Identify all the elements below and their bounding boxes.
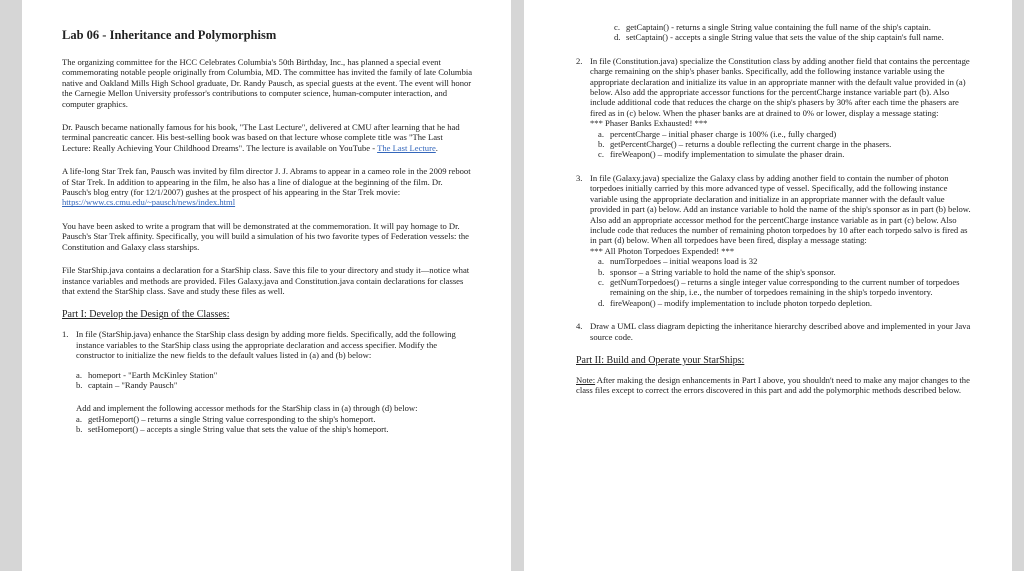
intro-paragraph-4: You have been asked to write a program that will be demonstrated at the commemoration. It will pay homage to Dr. Pausch's Star Trek affinity. Specifically, you will build a simulation of his two favorite types of Federation vessels: the Constitution and Galaxy class starships. — [62, 220, 469, 252]
part-1-heading: Part I: Develop the Design of the Classes: — [62, 309, 230, 321]
list-item-1a: a. homeport - "Earth McKinley Station" — [76, 369, 218, 380]
list-item-2b: b. getPercentCharge() – returns a double reflecting the current charge in the phasers. — [598, 139, 892, 150]
list-item-2a: a. percentCharge – initial phaser charge is 100% (i.e., fully charged) — [598, 128, 837, 139]
part-2-heading: Part II: Build and Operate your StarShips: — [576, 354, 745, 366]
note-paragraph: Note: After making the design enhancements in Part I above, you shouldn't need to make any major changes to the class files except to correct the errors discovered in this part and add the polymorphic methods described below. — [576, 374, 970, 396]
intro-paragraph-5: File StarShip.java contains a declaration for a StarShip class. Save this file to your directory and study it—notice what instance variables and methods are provided. Files Galaxy.java and Constitution.java contain declarations for classes that extend the StarShip class. Save and study these files as well. — [62, 265, 470, 296]
list-item-1-method-d: d. setCaptain() - accepts a single String value that sets the value of the ship captain's full name. — [614, 32, 944, 43]
list-item-1-method-b: b. setHomeport() – accepts a single String value that sets the value of the ship's homeport. — [76, 424, 389, 435]
list-item-3: 3. In file (Galaxy.java) specialize the Galaxy class by adding another field to contain the number of photon torpedoes initially carried by this more advanced type of vessel. Specifically, add the following instance variable using the appropriate declaration and initialize in an appropriate manner with the default value provided in part (a) below. Add an instance variable to hold the name of the ship's sponsor as in part (b) below. Also add an appropriate accessor method for the percentCharge instance variable as in part (c) below. Also include code that reduces the number of remaining photon torpedoes by 10 after each torpedo salvo is fired as in part (d) below. When all torpedoes have been fired, display a message stating: *** All Photon Torpedoes Expended! *** — [576, 172, 971, 256]
phaser-message: *** Phaser Banks Exhausted! *** — [590, 118, 708, 129]
last-lecture-link[interactable]: The Last Lecture — [377, 142, 436, 153]
accessor-intro: Add and implement the following accessor methods for the StarShip class in (a) through (d) below: — [76, 403, 418, 414]
intro-paragraph-2: Dr. Pausch became nationally famous for his book, "The Last Lecture", delivered at CMU after learning that he had terminal pancreatic cancer. His best-selling book was based on that lecture whose complete title was "The Last Lecture: Really Achieving Your Childhood Dreams". The lecture is available on YouTube - The Last Lecture. — [62, 122, 460, 153]
list-item-2c: c. fireWeapon() – modify implementation to simulate the phaser drain. — [598, 149, 845, 160]
left-page — [22, 0, 511, 571]
list-item-2: 2. In file (Constitution.java) specialize the Constitution class by adding another field that contains the percentage charge remaining on the ship's phaser banks. Specifically, add the following instance variable using the appropriate declaration and initialize its value in an appropriate manner with the default value provided in (a) below. Also add the appropriate accessor functions for the percentCharge instance variable part (b). Also include additional code that reduces the charge on the ship's phasers by 30% after each time the phasers are fired as in (c) below. When the phaser banks are at drained to 0% or lower, display a message stating: *** Phaser Banks Exhausted! *** — [576, 56, 972, 129]
list-item-1: 1. In file (StarShip.java) enhance the StarShip class design by adding more fields. Specifically, add the following instance variables to the StarShip class using the appropriate declaration and access specifier. Modify the constructor to initialize the new fields to the default values listed in (a) and (b) below: — [62, 329, 456, 361]
list-item-1-method-a: a. getHomeport() – returns a single String value corresponding to the ship's homeport. — [76, 413, 376, 424]
torpedo-message: *** All Photon Torpedoes Expended! *** — [590, 245, 735, 256]
right-page — [524, 0, 1012, 571]
list-item-3d: d. fireWeapon() – modify implementation to include photon torpedo depletion. — [598, 297, 873, 308]
list-item-1-method-c: c. getCaptain() - returns a single String value containing the full name of the ship's captain. — [614, 22, 931, 32]
list-item-3a: a. numTorpedoes – initial weapons load is 32 — [598, 256, 758, 267]
pausch-blog-link[interactable]: https://www.cs.cmu.edu/~pausch/news/index.html — [62, 197, 236, 208]
intro-paragraph-1: The organizing committee for the HCC Celebrates Columbia's 50th Birthday, Inc., has planned a special event commemorating notable people originally from Columbia, MD. The committee has invited the family of late Columbia native and Oakland Mills High School graduate, Dr. Randy Pausch, as special guests at the event. The event will honor the Carnegie Mellon University professor's contributions to computer science, human-computer interaction, and computer graphics. — [62, 57, 473, 109]
list-item-1b: b. captain – "Randy Pausch" — [76, 379, 178, 390]
document-title: Lab 06 - Inheritance and Polymorphism — [62, 28, 277, 42]
intro-paragraph-3: A life-long Star Trek fan, Pausch was invited by film director J. J. Abrams to appear in a cameo role in the 2009 reboot of Star Trek. In addition to appearing in the film, he also has a line of dialogue at the beginning of the film. Dr. Pausch's blog entry (for 12/1/2007) gushes at the prospect of his appearing in the Star Trek movie: https://www.cs.cmu.edu/~pausch/news/index.html — [62, 166, 471, 208]
list-item-3c: c. getNumTorpedoes() – returns a single integer value corresponding to the current number of torpedoes remaining on the ship, i.e., the number of torpedoes remaining in the ship's torpedo inventory. — [598, 276, 960, 298]
list-item-4: 4. Draw a UML class diagram depicting the inheritance hierarchy described above and implemented in your Java source code. — [576, 321, 971, 342]
list-item-3b: b. sponsor – a String variable to hold the name of the ship's sponsor. — [598, 266, 836, 277]
